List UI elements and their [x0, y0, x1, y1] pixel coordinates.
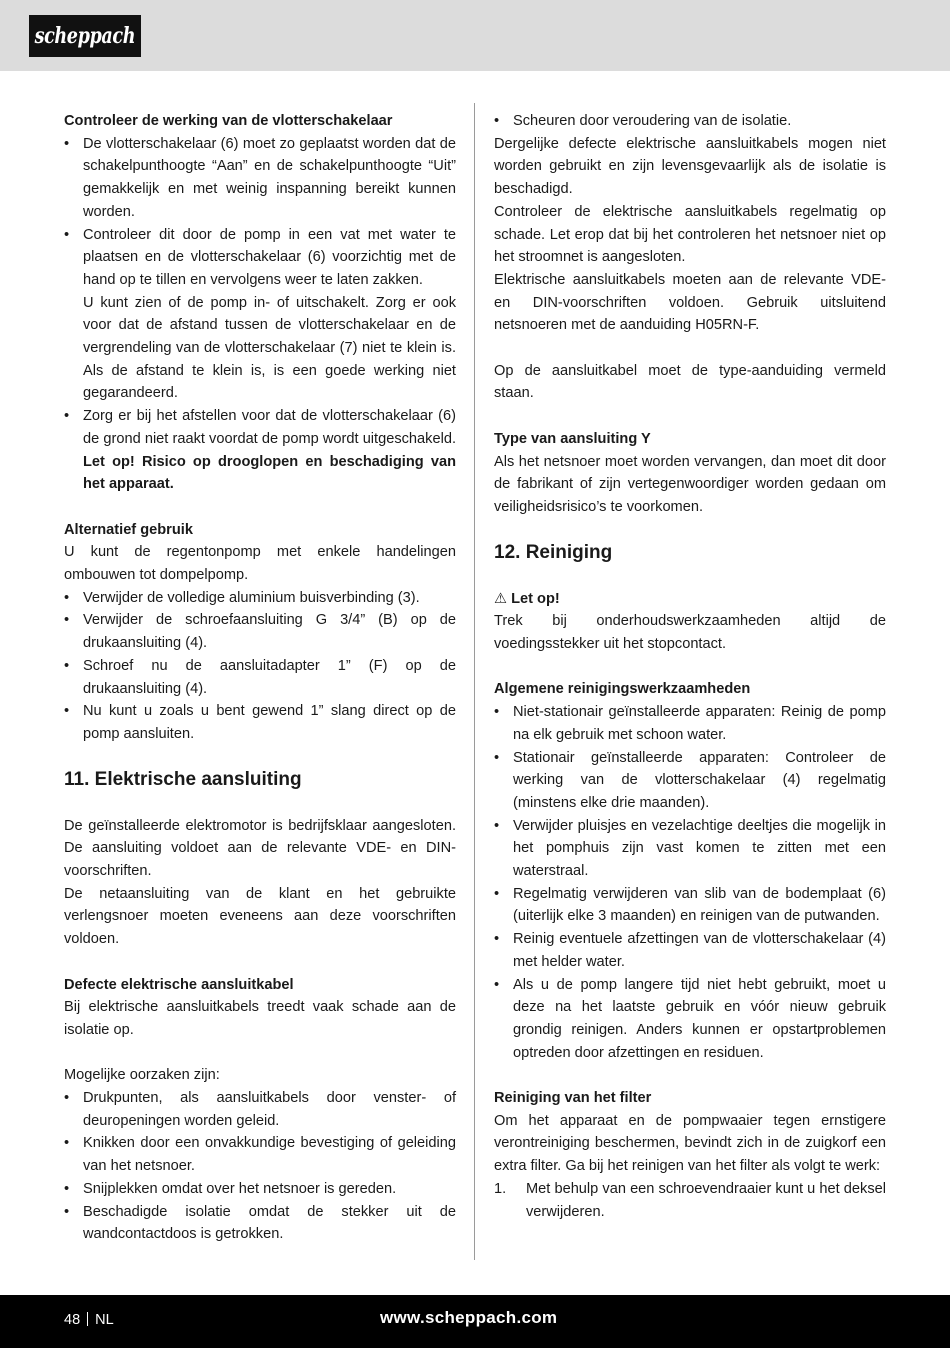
bullet-text: Zorg er bij het afstellen voor dat de vlotterschakelaar (6) de grond niet raakt voordat de pomp wordt uitgeschakeld. [83, 408, 456, 447]
step-text: Met behulp van een schroevendraaier kunt u het deksel verwijderen. [526, 1180, 886, 1220]
warning-triangle-icon: ⚠ [494, 590, 508, 607]
bullet-continuation: U kunt zien of de pomp in- of uitschakelt. Zorg er ook voor dat de afstand tussen de vlotterschakelaar en de vergrendeling van de vlotterschakelaar (7) niet te klein is. Als de afstand te klein is, is een goede werking niet gegarandeerd. [83, 294, 456, 402]
page-separator [87, 1312, 88, 1326]
brand-logo [29, 15, 141, 57]
paragraph: Mogelijke oorzaken zijn: [64, 1067, 220, 1084]
paragraph: De netaansluiting van de klant en het gebruikte verlengsnoer moeten eveneens aan deze voorschriften voldoen. [64, 885, 456, 948]
bullet-item: • Verwijder pluisjes en vezelachtige deeltjes die mogelijk in het pomphuis zijn vast komen te zitten met een waterstraal. [494, 815, 886, 883]
bullet-item: • Niet-stationair geïnstalleerde apparaten: Reinig de pomp na elk gebruik met schoon water. [494, 701, 886, 746]
page-number-block [64, 1310, 114, 1330]
page-header [0, 0, 950, 71]
warning-heading [494, 588, 886, 611]
paragraph: Elektrische aansluitkabels moeten aan de relevante VDE- en DIN-voorschriften voldoen. Gebruik uitsluitend netsnoeren met de aanduiding H05RN-F. [494, 271, 886, 334]
paragraph: Bij elektrische aansluitkabels treedt vaak schade aan de isolatie op. [64, 999, 456, 1038]
section-heading-float-switch: Controleer de werking van de vlotterschakelaar [64, 113, 393, 129]
numbered-item [494, 1178, 886, 1223]
bullet-item: • Drukpunten, als aansluitkabels door venster- of deuropeningen worden geleid. [64, 1087, 456, 1132]
paragraph: Trek bij onderhoudswerkzaamheden altijd de voedingsstekker uit het stopcontact. [494, 613, 886, 653]
section-heading-connection-type: Type van aansluiting Y [494, 430, 651, 447]
bullet-item [64, 405, 456, 496]
bullet-item: • Controleer dit door de pomp in een vat met water te plaatsen en de vlotterschakelaar (6) voorzichtig met de hand op te tillen en vervolgens weer te laten zakken. [64, 224, 456, 292]
language-code: NL [95, 1312, 114, 1328]
chapter-heading-electrical: 11. Elektrische aansluiting [64, 768, 302, 790]
bullet-item: • Reinig eventuele afzettingen van de vlotterschakelaar (4) met helder water. [494, 928, 886, 973]
paragraph: U kunt de regentonpomp met enkele handelingen ombouwen tot dompelpomp. [64, 544, 456, 584]
section-heading-general-cleaning: Algemene reinigingswerkzaamheden [494, 681, 751, 698]
paragraph: Op de aansluitkabel moet de type-aanduiding vermeld staan. [494, 362, 886, 402]
section-heading-defective-cable: Defecte elektrische aansluitkabel [64, 976, 294, 993]
bullet-item: • Verwijder de schroefaansluiting G 3/4” (B) op de drukaansluiting (4). [64, 609, 456, 654]
paragraph: Dergelijke defecte elektrische aansluitkabels mogen niet worden gebruikt en zijn levensgevaarlijk als de isolatie is beschadigd. [494, 135, 886, 198]
bullet-item: • Snijplekken omdat over het netsnoer is gereden. [64, 1178, 456, 1201]
paragraph: Om het apparaat en de pompwaaier tegen ernstigere verontreiniging beschermen, bevindt zich in de zuigkorf een extra filter. Ga bij het reinigen van het filter als volgt te werk: [494, 1112, 886, 1175]
bullet-item: • Nu kunt u zoals u bent gewend 1” slang direct op de pomp aansluiten. [64, 700, 456, 745]
bullet-item: • Verwijder de volledige aluminium buisverbinding (3). [64, 587, 456, 610]
paragraph: Controleer de elektrische aansluitkabels regelmatig op schade. Let erop dat bij het controleren het netsnoer niet op het stroomnet is aangesloten. [494, 203, 886, 266]
bullet-item: • Scheuren door veroudering van de isolatie. [494, 110, 886, 133]
paragraph: De geïnstalleerde elektromotor is bedrijfsklaar aangesloten. De aansluiting voldoet aan de relevante VDE- en DIN-voorschriften. [64, 817, 456, 880]
paragraph: Als het netsnoer moet worden vervangen, dan moet dit door de fabrikant of zijn vertegenwoordiger worden gedaan om veiligheidsrisico’s te voorkomen. [494, 453, 886, 515]
bullet-item: • Knikken door een onvakkundige bevestiging of geleiding van het netsnoer. [64, 1132, 456, 1177]
section-heading-alternative-use: Alternatief gebruik [64, 521, 193, 538]
page-footer [0, 1295, 950, 1348]
bullet-item: • Regelmatig verwijderen van slib van de bodemplaat (6) (uiterlijk elke 3 maanden) en reinigen van de putwanden. [494, 883, 886, 928]
warning-bold-text: Let op! Risico op drooglopen en beschadiging van het apparaat. [83, 453, 456, 493]
warning-label: Let op! [511, 590, 560, 607]
page-number: 48 [64, 1312, 81, 1328]
column-divider [474, 103, 475, 1260]
section-heading-filter-cleaning: Reiniging van het filter [494, 1090, 652, 1107]
bullet-item: • Schroef nu de aansluitadapter 1” (F) op de drukaansluiting (4). [64, 655, 456, 700]
left-column [64, 110, 456, 1246]
step-number: 1. [494, 1180, 507, 1197]
bullet-item: • Als u de pomp langere tijd niet hebt gebruikt, moet u deze na het laatste gebruik en vóór nieuw gebruik grondig reinigen. Anders kunnen er opstartproblemen optreden door afzettingen en residuen. [494, 974, 886, 1065]
brand-logo-text: scheppach [34, 23, 136, 49]
bullet-item: • Stationair geïnstalleerde apparaten: Controleer de werking van de vlotterschakelaar (4) regelmatig (minstens elke drie maanden). [494, 747, 886, 815]
chapter-heading-cleaning: 12. Reiniging [494, 541, 613, 563]
website-link[interactable]: www.scheppach.com [380, 1308, 558, 1327]
bullet-item: • Beschadigde isolatie omdat de stekker uit de wandcontactdoos is getrokken. [64, 1201, 456, 1246]
bullet-item: • De vlotterschakelaar (6) moet zo geplaatst worden dat de schakelpunthoogte “Aan” en de schakelpunthoogte “Uit” gemakkelijk en met weinig inspanning bereikt kunnen worden. [64, 133, 456, 224]
right-column [494, 110, 886, 1223]
